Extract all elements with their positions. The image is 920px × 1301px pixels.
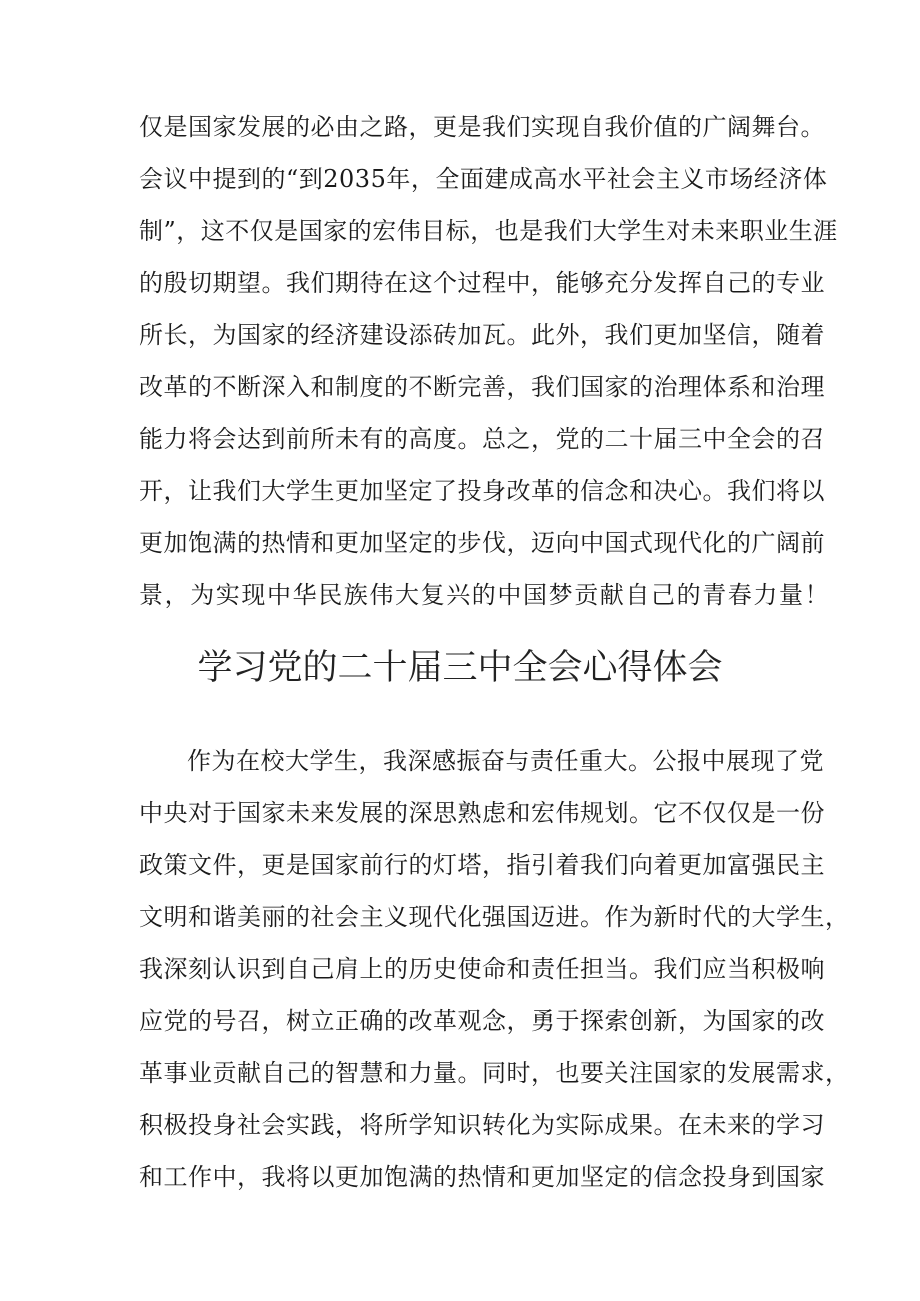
text-line: 和工作中，我将以更加饱满的热情和更加坚定的信念投身到国家 [139,1163,825,1191]
text-line: 作为在校大学生，我深感振奋与责任重大。公报中展现了党 [187,747,824,775]
text-line: 我深刻认识到自己肩上的历史使命和责任担当。我们应当积极响 [139,955,825,983]
text-line: 文明和谐美丽的社会主义现代化强国迈进。作为新时代的大学生， [139,903,850,931]
text-line: 积极投身社会实践，将所学知识转化为实际成果。在未来的学习 [139,1111,825,1139]
text-line: 中央对于国家未来发展的深思熟虑和宏伟规划。它不仅仅是一份 [139,799,825,827]
text-line: 所长，为国家的经济建设添砖加瓦。此外，我们更加坚信，随着 [139,321,825,349]
text-line: 会议中提到的“到2035年，全面建成高水平社会主义市场经济体 [139,165,828,193]
text-line: 改革的不断深入和制度的不断完善，我们国家的治理体系和治理 [139,373,825,401]
text-line: 政策文件，更是国家前行的灯塔，指引着我们向着更加富强民主 [139,851,825,879]
text-line: 的殷切期望。我们期待在这个过程中，能够充分发挥自己的专业 [139,269,825,297]
text-line: 景，为实现中华民族伟大复兴的中国梦贡献自己的青春力量！ [139,581,831,609]
text-line: 应党的号召，树立正确的改革观念，勇于探索创新，为国家的改 [139,1007,825,1035]
text-line: 更加饱满的热情和更加坚定的步伐，迈向中国式现代化的广阔前 [139,529,825,557]
section-title: 学习党的二十届三中全会心得体会 [197,648,723,688]
text-line: 能力将会达到前所未有的高度。总之，党的二十届三中全会的召 [139,425,825,453]
text-line: 仅是国家发展的必由之路，更是我们实现自我价值的广阔舞台。 [139,113,825,141]
text-line: 开，让我们大学生更加坚定了投身改革的信念和决心。我们将以 [139,477,825,505]
text-line: 制”，这不仅是国家的宏伟目标，也是我们大学生对未来职业生涯 [139,217,838,245]
text-line: 革事业贡献自己的智慧和力量。同时，也要关注国家的发展需求， [139,1059,850,1087]
